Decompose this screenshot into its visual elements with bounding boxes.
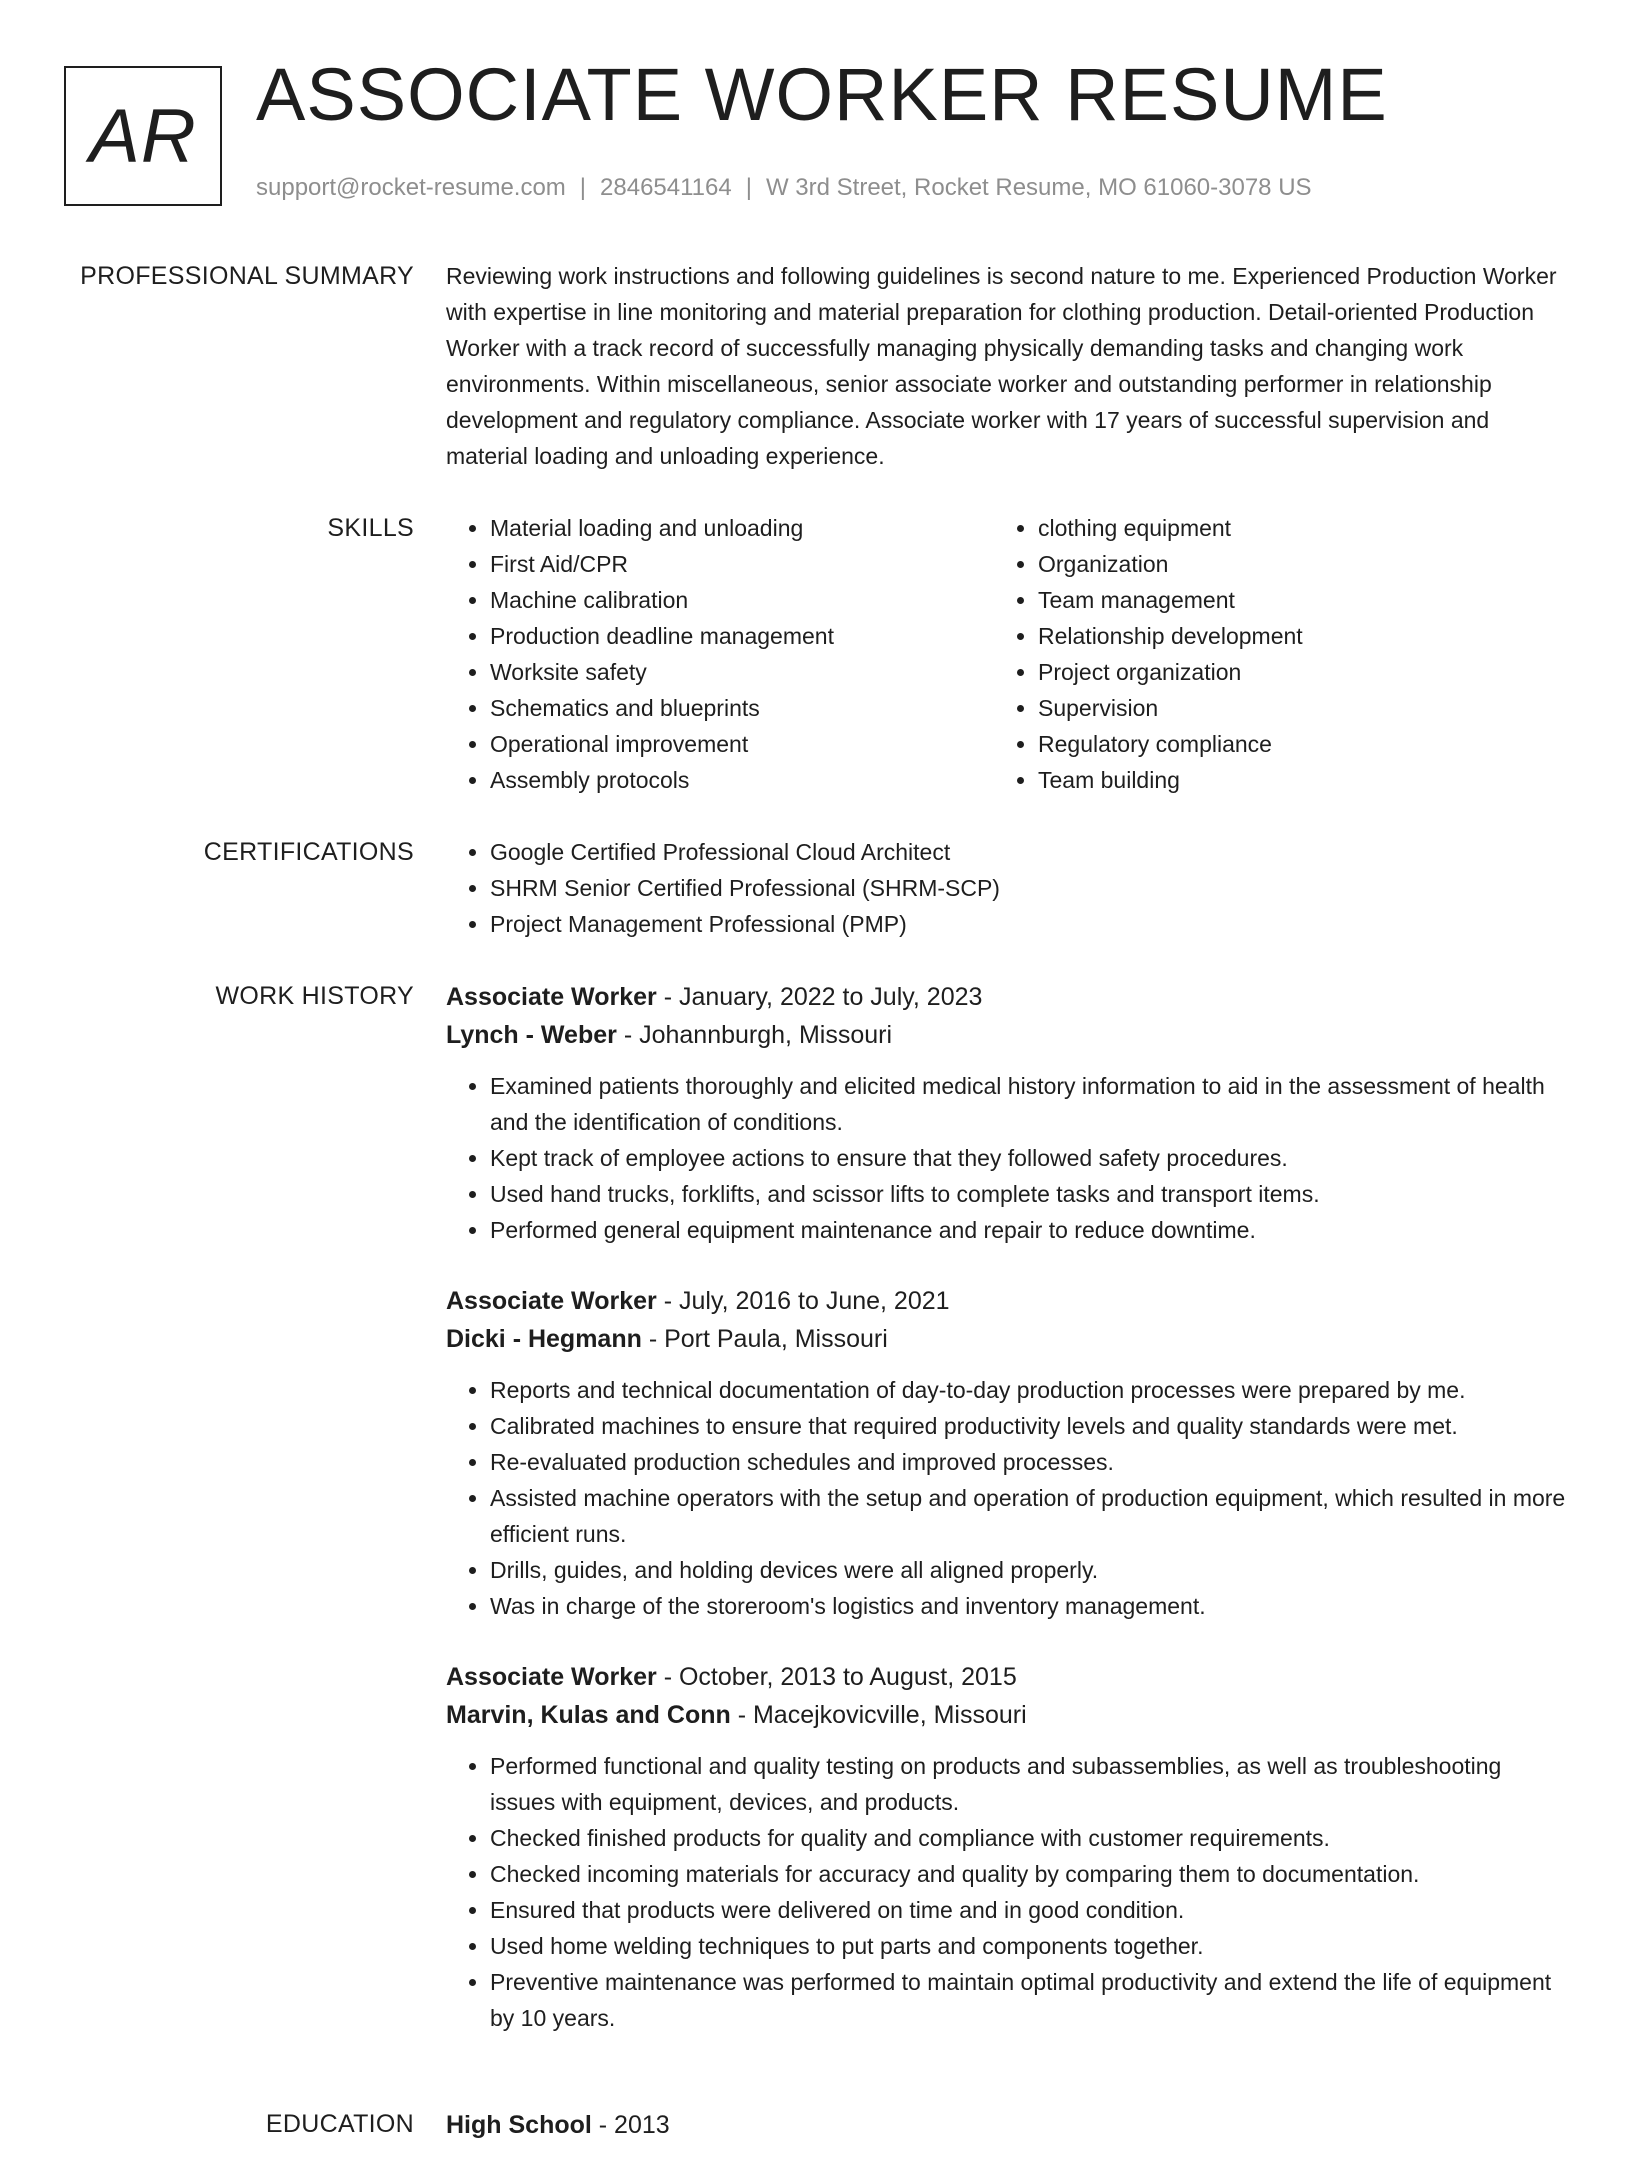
job-duty: • Used hand trucks, forklifts, and scissor lifts to complete tasks and transport items. [490, 1176, 1570, 1212]
job-title: Associate Worker [446, 1287, 657, 1315]
monogram-initials: AR [89, 93, 197, 179]
work-history-body [446, 978, 1570, 2070]
contact-separator: | [745, 174, 752, 201]
resume-sections [0, 258, 1632, 2180]
skills-columns [446, 510, 1570, 798]
skill-item: • Material loading and unloading [490, 510, 994, 546]
job-location: - Johannburgh, Missouri [616, 1021, 893, 1049]
section-work-history [0, 978, 1632, 2070]
education-degree: High School [446, 2111, 592, 2139]
job-duty: • Assisted machine operators with the setup and operation of production equipment, which resulted in more efficient runs. [490, 1480, 1570, 1552]
skills-list-right [994, 510, 1542, 798]
contact-address: W 3rd Street, Rocket Resume, MO 61060-3078 US [765, 174, 1312, 201]
job-duty: • Performed general equipment maintenance and repair to reduce downtime. [490, 1212, 1570, 1248]
job-company-line [446, 1320, 1570, 1358]
job-duty: • Reports and technical documentation of day-to-day production processes were prepared by me. [490, 1372, 1570, 1408]
job-duty: • Used home welding techniques to put parts and components together. [490, 1928, 1570, 1964]
contact-email[interactable]: support@rocket-resume.com [256, 174, 566, 201]
job-dates: - January, 2022 to July, 2023 [656, 983, 983, 1011]
certification-item: • SHRM Senior Certified Professional (SHRM-SCP) [490, 870, 1570, 906]
contact-separator: | [579, 174, 587, 201]
job-company-line [446, 1696, 1570, 1734]
job-duty: • Checked incoming materials for accuracy and quality by comparing them to documentation. [490, 1856, 1570, 1892]
skill-item: • Relationship development [1038, 618, 1542, 654]
section-label: EDUCATION [265, 2110, 414, 2138]
skills-list-left [446, 510, 994, 798]
skill-item: • Regulatory compliance [1038, 726, 1542, 762]
section-certifications [0, 834, 1632, 942]
skill-item: • Operational improvement [490, 726, 994, 762]
job-title-line [446, 978, 1570, 1016]
certification-item: • Project Management Professional (PMP) [490, 906, 1570, 942]
job-title-line [446, 1658, 1570, 1696]
job-dates: - October, 2013 to August, 2015 [656, 1663, 1017, 1691]
job-duty: • Kept track of employee actions to ensure that they followed safety procedures. [490, 1140, 1570, 1176]
job-duty: • Re-evaluated production schedules and improved processes. [490, 1444, 1570, 1480]
job-duty: • Preventive maintenance was performed to maintain optimal productivity and extend the life of equipment by 10 years. [490, 1964, 1570, 2036]
job-duty: • Ensured that products were delivered on time and in good condition. [490, 1892, 1570, 1928]
job-duties-list [446, 1372, 1570, 1624]
section-skills [0, 510, 1632, 798]
job-company-line [446, 1016, 1570, 1054]
skill-item: • Machine calibration [490, 582, 994, 618]
job-duty: • Drills, guides, and holding devices were all aligned properly. [490, 1552, 1570, 1588]
job-location: - Port Paula, Missouri [641, 1325, 888, 1353]
skill-item: • Project organization [1038, 654, 1542, 690]
skill-item: • Worksite safety [490, 654, 994, 690]
monogram-box [64, 66, 222, 206]
section-label: WORK HISTORY [215, 982, 414, 1010]
job-entry [446, 1658, 1570, 2036]
job-title-line [446, 1282, 1570, 1320]
job-duties-list [446, 1748, 1570, 2036]
skill-item: • Team management [1038, 582, 1542, 618]
job-company: Lynch - Weber [446, 1021, 617, 1049]
job-company: Marvin, Kulas and Conn [446, 1701, 731, 1729]
summary-text: Reviewing work instructions and following guidelines is second nature to me. Experienced Production Worker with expertise in line monitoring and material preparation for clothing production. Detail-oriented Production Worker with a track record of successfully managing physically demanding tasks and changing work environments. Within miscellaneous, senior associate worker and outstanding performer in relationship development and regulatory compliance. Associate worker with 17 years of successful supervision and material loading and unloading experience. [446, 263, 1557, 469]
job-company: Dicki - Hegmann [446, 1325, 642, 1353]
skill-item: • Assembly protocols [490, 762, 994, 798]
certifications-list [446, 834, 1570, 942]
skill-item: • Organization [1038, 546, 1542, 582]
skill-item: • Production deadline management [490, 618, 994, 654]
job-entry [446, 978, 1570, 1248]
job-duty: • Calibrated machines to ensure that required productivity levels and quality standards were met. [490, 1408, 1570, 1444]
job-duty: • Examined patients thoroughly and elicited medical history information to aid in the assessment of health and the identification of conditions. [490, 1068, 1570, 1140]
job-duty: • Performed functional and quality testing on products and subassemblies, as well as troubleshooting issues with equipment, devices, and products. [490, 1748, 1570, 1820]
job-title: Associate Worker [446, 983, 657, 1011]
job-dates: - July, 2016 to June, 2021 [656, 1287, 950, 1315]
skills-body [446, 510, 1570, 798]
job-entry [446, 1282, 1570, 1624]
certifications-body [446, 834, 1570, 942]
contact-line [256, 174, 1312, 202]
job-duties-list [446, 1068, 1570, 1248]
contact-phone[interactable]: 2846541164 [600, 174, 732, 201]
section-professional-summary [0, 258, 1632, 474]
job-location: - Macejkovicville, Missouri [730, 1701, 1027, 1729]
certification-item: • Google Certified Professional Cloud Architect [490, 834, 1570, 870]
section-label: CERTIFICATIONS [203, 838, 414, 866]
skill-item: • First Aid/CPR [490, 546, 994, 582]
skill-item: • Schematics and blueprints [490, 690, 994, 726]
job-duty: • Was in charge of the storeroom's logistics and inventory management. [490, 1588, 1570, 1624]
job-duty: • Checked finished products for quality and compliance with customer requirements. [490, 1820, 1570, 1856]
skill-item: • clothing equipment [1038, 510, 1542, 546]
section-label: PROFESSIONAL SUMMARY [80, 262, 414, 290]
section-label: SKILLS [327, 514, 414, 542]
resume-title: ASSOCIATE WORKER RESUME [256, 53, 1388, 136]
job-title: Associate Worker [446, 1663, 657, 1691]
education-year: - 2013 [591, 2111, 670, 2139]
skill-item: • Supervision [1038, 690, 1542, 726]
skill-item: • Team building [1038, 762, 1542, 798]
